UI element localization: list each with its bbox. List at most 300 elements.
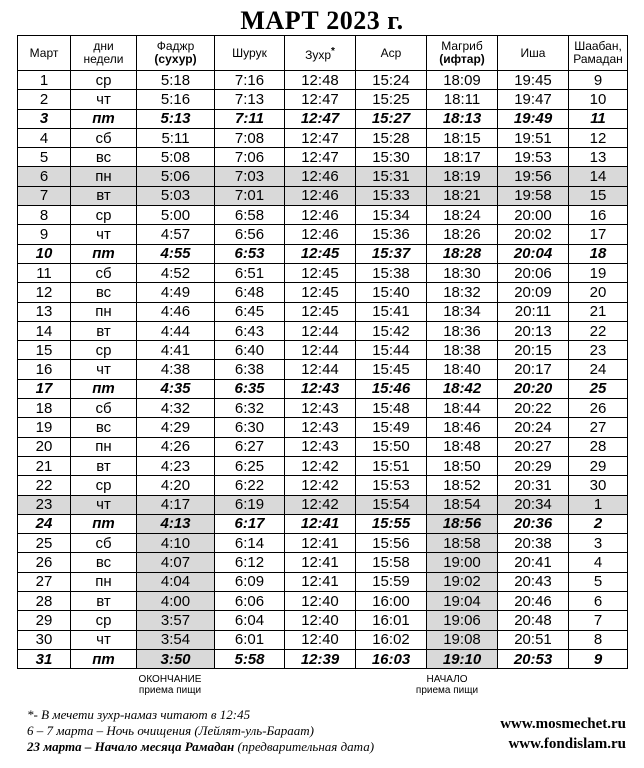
cell-day: 31: [18, 649, 71, 668]
cell-day: 7: [18, 186, 71, 205]
cell-day: 21: [18, 456, 71, 475]
cell-weekday: чт: [71, 495, 137, 514]
cell-day: 5: [18, 148, 71, 167]
cell-zuhr: 12:40: [285, 611, 356, 630]
cell-day: 25: [18, 534, 71, 553]
cell-hijri: 9: [569, 71, 628, 90]
cell-hijri: 21: [569, 302, 628, 321]
cell-asr: 15:44: [356, 341, 427, 360]
cell-isha: 20:34: [498, 495, 569, 514]
table-row: [18, 341, 628, 360]
cell-zuhr: 12:47: [285, 128, 356, 147]
cell-hijri: 12: [569, 128, 628, 147]
cell-day: 3: [18, 109, 71, 128]
cell-isha: 19:47: [498, 90, 569, 109]
cell-day: 27: [18, 572, 71, 591]
cell-hijri: 11: [569, 109, 628, 128]
cell-sunrise: 6:12: [215, 553, 285, 572]
cell-zuhr: 12:48: [285, 71, 356, 90]
cell-sunrise: 6:17: [215, 514, 285, 533]
cell-fajr: 3:57: [137, 611, 215, 630]
cell-asr: 15:40: [356, 283, 427, 302]
cell-fajr: 4:10: [137, 534, 215, 553]
cell-hijri: 27: [569, 418, 628, 437]
cell-weekday: пн: [71, 437, 137, 456]
cell-hijri: 23: [569, 341, 628, 360]
table-row: [18, 476, 628, 495]
cell-weekday: пт: [71, 109, 137, 128]
cell-sunrise: 6:22: [215, 476, 285, 495]
cell-hijri: 8: [569, 630, 628, 649]
cell-isha: 20:27: [498, 437, 569, 456]
cell-zuhr: 12:47: [285, 109, 356, 128]
cell-sunrise: 6:35: [215, 379, 285, 398]
cell-asr: 15:53: [356, 476, 427, 495]
cell-zuhr: 12:42: [285, 495, 356, 514]
cell-asr: 15:38: [356, 263, 427, 282]
cell-hijri: 13: [569, 148, 628, 167]
cell-asr: 15:33: [356, 186, 427, 205]
site-link-mosmechet[interactable]: www.mosmechet.ru: [500, 716, 626, 732]
cell-zuhr: 12:43: [285, 379, 356, 398]
cell-weekday: вс: [71, 148, 137, 167]
cell-sunrise: 6:40: [215, 341, 285, 360]
cell-day: 24: [18, 514, 71, 533]
cell-hijri: 15: [569, 186, 628, 205]
cell-maghrib: 18:56: [427, 514, 498, 533]
cell-weekday: сб: [71, 128, 137, 147]
cell-maghrib: 18:42: [427, 379, 498, 398]
cell-day: 2: [18, 90, 71, 109]
zuhr-asterisk: *: [331, 45, 335, 57]
table-row: [18, 186, 628, 205]
cell-isha: 20:15: [498, 341, 569, 360]
cell-sunrise: 6:25: [215, 456, 285, 475]
cell-isha: 19:49: [498, 109, 569, 128]
cell-sunrise: 6:48: [215, 283, 285, 302]
cell-asr: 15:24: [356, 71, 427, 90]
table-row: [18, 167, 628, 186]
table-row: [18, 630, 628, 649]
cell-sunrise: 6:27: [215, 437, 285, 456]
table-row: [18, 418, 628, 437]
cell-asr: 15:48: [356, 399, 427, 418]
cell-weekday: ср: [71, 71, 137, 90]
cell-fajr: 4:07: [137, 553, 215, 572]
cell-zuhr: 12:41: [285, 514, 356, 533]
cell-sunrise: 7:06: [215, 148, 285, 167]
cell-isha: 20:11: [498, 302, 569, 321]
cell-maghrib: 18:48: [427, 437, 498, 456]
header-hijri: Шаабан, Рамадан: [569, 36, 628, 71]
cell-day: 14: [18, 321, 71, 340]
cell-sunrise: 6:32: [215, 399, 285, 418]
cell-maghrib: 18:21: [427, 186, 498, 205]
cell-sunrise: 6:14: [215, 534, 285, 553]
cell-maghrib: 18:09: [427, 71, 498, 90]
cell-hijri: 14: [569, 167, 628, 186]
page-title: МАРТ 2023 г.: [240, 6, 404, 35]
cell-asr: 15:41: [356, 302, 427, 321]
footnote-zuhr: *- В мечети зухр-намаз читают в 12:45: [27, 707, 251, 722]
cell-zuhr: 12:40: [285, 592, 356, 611]
cell-day: 17: [18, 379, 71, 398]
cell-isha: 20:00: [498, 206, 569, 225]
cell-asr: 15:51: [356, 456, 427, 475]
cell-sunrise: 6:09: [215, 572, 285, 591]
cell-maghrib: 19:10: [427, 649, 498, 668]
footnote-ramadan: 23 марта – Начало месяца Рамадан (предварительная дата): [27, 739, 375, 754]
cell-zuhr: 12:45: [285, 302, 356, 321]
cell-zuhr: 12:42: [285, 456, 356, 475]
cell-sunrise: 6:56: [215, 225, 285, 244]
cell-isha: 20:29: [498, 456, 569, 475]
cell-asr: 15:45: [356, 360, 427, 379]
cell-weekday: пт: [71, 514, 137, 533]
cell-hijri: 25: [569, 379, 628, 398]
cell-asr: 15:46: [356, 379, 427, 398]
cell-maghrib: 18:34: [427, 302, 498, 321]
cell-zuhr: 12:42: [285, 476, 356, 495]
cell-day: 9: [18, 225, 71, 244]
cell-weekday: пт: [71, 649, 137, 668]
cell-maghrib: 18:17: [427, 148, 498, 167]
cell-day: 13: [18, 302, 71, 321]
cell-asr: 15:28: [356, 128, 427, 147]
cell-day: 18: [18, 399, 71, 418]
cell-isha: 20:09: [498, 283, 569, 302]
cell-maghrib: 18:15: [427, 128, 498, 147]
cell-fajr: 4:00: [137, 592, 215, 611]
cell-isha: 20:31: [498, 476, 569, 495]
header-month: Март: [18, 36, 71, 71]
cell-fajr: 5:08: [137, 148, 215, 167]
cell-sunrise: 6:43: [215, 321, 285, 340]
cell-zuhr: 12:41: [285, 553, 356, 572]
cell-hijri: 10: [569, 90, 628, 109]
cell-day: 15: [18, 341, 71, 360]
cell-sunrise: 7:03: [215, 167, 285, 186]
cell-maghrib: 18:26: [427, 225, 498, 244]
cell-weekday: пт: [71, 244, 137, 263]
cell-fajr: 4:35: [137, 379, 215, 398]
prayer-schedule-table: [17, 35, 628, 669]
cell-hijri: 28: [569, 437, 628, 456]
cell-sunrise: 7:16: [215, 71, 285, 90]
cell-zuhr: 12:44: [285, 360, 356, 379]
cell-zuhr: 12:40: [285, 630, 356, 649]
cell-fajr: 3:54: [137, 630, 215, 649]
cell-asr: 15:59: [356, 572, 427, 591]
cell-fajr: 4:26: [137, 437, 215, 456]
cell-hijri: 3: [569, 534, 628, 553]
cell-fajr: 4:32: [137, 399, 215, 418]
cell-fajr: 4:20: [137, 476, 215, 495]
cell-isha: 20:04: [498, 244, 569, 263]
cell-day: 6: [18, 167, 71, 186]
cell-isha: 20:06: [498, 263, 569, 282]
cell-weekday: вс: [71, 418, 137, 437]
cell-zuhr: 12:41: [285, 572, 356, 591]
cell-zuhr: 12:46: [285, 186, 356, 205]
cell-fajr: 5:16: [137, 90, 215, 109]
table-row: [18, 379, 628, 398]
cell-zuhr: 12:41: [285, 534, 356, 553]
cell-hijri: 24: [569, 360, 628, 379]
cell-hijri: 18: [569, 244, 628, 263]
cell-day: 30: [18, 630, 71, 649]
table-row: [18, 283, 628, 302]
cell-zuhr: 12:44: [285, 341, 356, 360]
cell-isha: 20:53: [498, 649, 569, 668]
cell-asr: 15:36: [356, 225, 427, 244]
table-row: [18, 90, 628, 109]
cell-maghrib: 18:28: [427, 244, 498, 263]
cell-asr: 16:00: [356, 592, 427, 611]
cell-weekday: вт: [71, 186, 137, 205]
cell-day: 10: [18, 244, 71, 263]
cell-isha: 19:53: [498, 148, 569, 167]
cell-weekday: сб: [71, 263, 137, 282]
cell-weekday: пн: [71, 167, 137, 186]
cell-zuhr: 12:43: [285, 399, 356, 418]
header-zuhr: Зухр*: [285, 36, 356, 71]
cell-maghrib: 18:11: [427, 90, 498, 109]
cell-hijri: 5: [569, 572, 628, 591]
schedule-body: [18, 71, 628, 669]
cell-asr: 15:55: [356, 514, 427, 533]
cell-fajr: 3:50: [137, 649, 215, 668]
cell-asr: 15:58: [356, 553, 427, 572]
cell-weekday: ср: [71, 341, 137, 360]
cell-isha: 20:24: [498, 418, 569, 437]
cell-day: 23: [18, 495, 71, 514]
cell-isha: 20:22: [498, 399, 569, 418]
cell-maghrib: 19:04: [427, 592, 498, 611]
cell-hijri: 1: [569, 495, 628, 514]
cell-fajr: 4:13: [137, 514, 215, 533]
cell-sunrise: 7:13: [215, 90, 285, 109]
cell-zuhr: 12:47: [285, 148, 356, 167]
cell-weekday: чт: [71, 630, 137, 649]
cell-asr: 15:56: [356, 534, 427, 553]
cell-maghrib: 18:40: [427, 360, 498, 379]
cell-sunrise: 6:30: [215, 418, 285, 437]
cell-day: 8: [18, 206, 71, 225]
cell-zuhr: 12:45: [285, 244, 356, 263]
table-row: [18, 225, 628, 244]
table-row: [18, 263, 628, 282]
cell-maghrib: 18:54: [427, 495, 498, 514]
cell-weekday: сб: [71, 534, 137, 553]
cell-asr: 15:50: [356, 437, 427, 456]
cell-zuhr: 12:46: [285, 225, 356, 244]
cell-isha: 20:38: [498, 534, 569, 553]
cell-day: 22: [18, 476, 71, 495]
table-row: [18, 649, 628, 668]
cell-fajr: 5:06: [137, 167, 215, 186]
cell-zuhr: 12:45: [285, 263, 356, 282]
table-row: [18, 399, 628, 418]
cell-asr: 15:25: [356, 90, 427, 109]
table-row: [18, 514, 628, 533]
cell-isha: 19:58: [498, 186, 569, 205]
cell-maghrib: 18:58: [427, 534, 498, 553]
cell-isha: 20:51: [498, 630, 569, 649]
cell-sunrise: 6:06: [215, 592, 285, 611]
maghrib-start-note: НАЧАЛО приема пищи: [415, 674, 479, 696]
fajr-end-note: ОКОНЧАНИЕ приема пищи: [138, 674, 202, 696]
cell-isha: 20:13: [498, 321, 569, 340]
cell-sunrise: 6:04: [215, 611, 285, 630]
cell-asr: 15:37: [356, 244, 427, 263]
cell-weekday: сб: [71, 399, 137, 418]
cell-hijri: 17: [569, 225, 628, 244]
cell-sunrise: 5:58: [215, 649, 285, 668]
cell-zuhr: 12:45: [285, 283, 356, 302]
cell-zuhr: 12:46: [285, 167, 356, 186]
cell-fajr: 4:23: [137, 456, 215, 475]
cell-fajr: 4:44: [137, 321, 215, 340]
cell-fajr: 4:52: [137, 263, 215, 282]
cell-maghrib: 18:32: [427, 283, 498, 302]
table-row: [18, 244, 628, 263]
cell-hijri: 20: [569, 283, 628, 302]
cell-maghrib: 18:19: [427, 167, 498, 186]
cell-maghrib: 18:13: [427, 109, 498, 128]
cell-isha: 20:46: [498, 592, 569, 611]
cell-fajr: 4:49: [137, 283, 215, 302]
cell-day: 29: [18, 611, 71, 630]
cell-day: 11: [18, 263, 71, 282]
cell-weekday: чт: [71, 360, 137, 379]
cell-hijri: 22: [569, 321, 628, 340]
cell-isha: 20:17: [498, 360, 569, 379]
cell-fajr: 5:00: [137, 206, 215, 225]
cell-sunrise: 6:38: [215, 360, 285, 379]
cell-isha: 20:36: [498, 514, 569, 533]
cell-fajr: 4:55: [137, 244, 215, 263]
cell-sunrise: 6:53: [215, 244, 285, 263]
cell-fajr: 5:03: [137, 186, 215, 205]
cell-sunrise: 6:58: [215, 206, 285, 225]
cell-asr: 16:01: [356, 611, 427, 630]
cell-hijri: 6: [569, 592, 628, 611]
cell-day: 1: [18, 71, 71, 90]
table-row: [18, 437, 628, 456]
footnote-baraat: 6 – 7 марта – Ночь очищения (Лейлят-уль-Бараат): [27, 723, 314, 738]
cell-asr: 15:54: [356, 495, 427, 514]
cell-sunrise: 7:11: [215, 109, 285, 128]
cell-isha: 20:41: [498, 553, 569, 572]
cell-fajr: 4:41: [137, 341, 215, 360]
cell-maghrib: 18:38: [427, 341, 498, 360]
cell-fajr: 4:04: [137, 572, 215, 591]
cell-day: 28: [18, 592, 71, 611]
cell-weekday: чт: [71, 90, 137, 109]
cell-maghrib: 18:24: [427, 206, 498, 225]
cell-isha: 20:48: [498, 611, 569, 630]
cell-isha: 20:43: [498, 572, 569, 591]
cell-weekday: чт: [71, 225, 137, 244]
table-row: [18, 495, 628, 514]
header-isha: Иша: [498, 36, 569, 71]
cell-day: 19: [18, 418, 71, 437]
cell-fajr: 4:17: [137, 495, 215, 514]
table-row: [18, 128, 628, 147]
cell-sunrise: 7:01: [215, 186, 285, 205]
cell-weekday: вс: [71, 283, 137, 302]
cell-isha: 20:20: [498, 379, 569, 398]
cell-fajr: 4:57: [137, 225, 215, 244]
cell-fajr: 5:13: [137, 109, 215, 128]
header-fajr: Фаджр (сухур): [137, 36, 215, 71]
cell-isha: 19:45: [498, 71, 569, 90]
cell-asr: 15:30: [356, 148, 427, 167]
cell-day: 26: [18, 553, 71, 572]
table-row: [18, 553, 628, 572]
table-row: [18, 302, 628, 321]
cell-maghrib: 19:02: [427, 572, 498, 591]
cell-maghrib: 18:30: [427, 263, 498, 282]
cell-hijri: 26: [569, 399, 628, 418]
cell-day: 4: [18, 128, 71, 147]
cell-day: 12: [18, 283, 71, 302]
cell-hijri: 9: [569, 649, 628, 668]
cell-asr: 15:27: [356, 109, 427, 128]
site-link-fondislam[interactable]: www.fondislam.ru: [508, 736, 626, 752]
header-sunrise: Шурук: [215, 36, 285, 71]
cell-asr: 16:02: [356, 630, 427, 649]
cell-hijri: 29: [569, 456, 628, 475]
cell-weekday: пн: [71, 572, 137, 591]
cell-fajr: 5:18: [137, 71, 215, 90]
cell-sunrise: 6:45: [215, 302, 285, 321]
cell-day: 20: [18, 437, 71, 456]
table-row: [18, 71, 628, 90]
header-asr: Аср: [356, 36, 427, 71]
cell-maghrib: 18:50: [427, 456, 498, 475]
cell-hijri: 19: [569, 263, 628, 282]
cell-maghrib: 18:46: [427, 418, 498, 437]
cell-sunrise: 7:08: [215, 128, 285, 147]
cell-hijri: 2: [569, 514, 628, 533]
cell-weekday: ср: [71, 476, 137, 495]
cell-fajr: 5:11: [137, 128, 215, 147]
cell-zuhr: 12:39: [285, 649, 356, 668]
cell-weekday: пн: [71, 302, 137, 321]
cell-hijri: 7: [569, 611, 628, 630]
cell-weekday: ср: [71, 206, 137, 225]
cell-maghrib: 19:06: [427, 611, 498, 630]
cell-maghrib: 18:36: [427, 321, 498, 340]
table-row: [18, 611, 628, 630]
cell-maghrib: 19:00: [427, 553, 498, 572]
cell-sunrise: 6:19: [215, 495, 285, 514]
header-maghrib: Магриб (ифтар): [427, 36, 498, 71]
cell-zuhr: 12:43: [285, 437, 356, 456]
cell-weekday: вс: [71, 553, 137, 572]
table-row: [18, 572, 628, 591]
table-row: [18, 534, 628, 553]
cell-asr: 15:34: [356, 206, 427, 225]
table-row: [18, 148, 628, 167]
cell-day: 16: [18, 360, 71, 379]
header-weekday: дни недели: [71, 36, 137, 71]
cell-weekday: вт: [71, 592, 137, 611]
cell-zuhr: 12:43: [285, 418, 356, 437]
cell-weekday: вт: [71, 321, 137, 340]
